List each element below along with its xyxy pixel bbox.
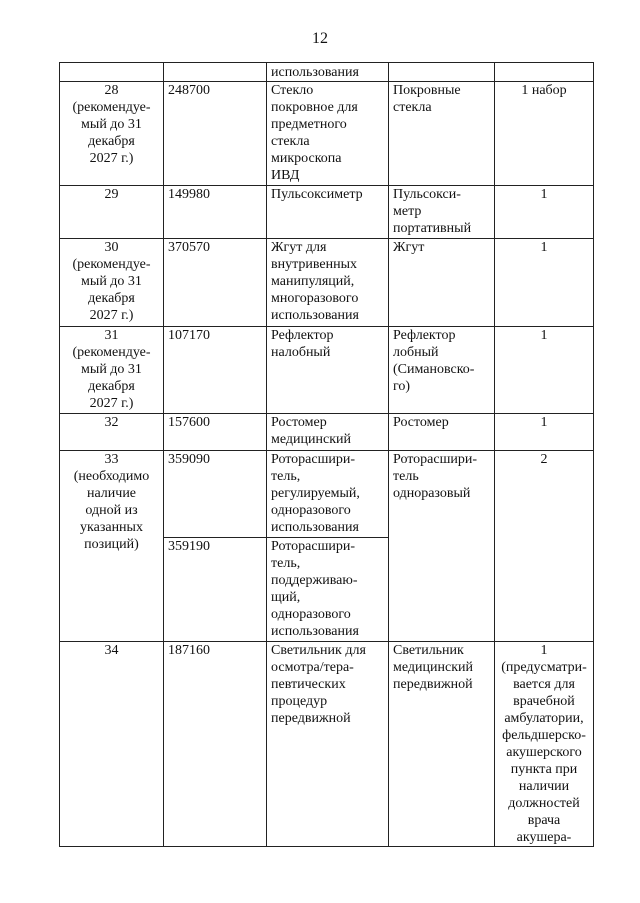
cell-type: Жгут bbox=[389, 239, 495, 327]
cell-qty: 1 bbox=[495, 414, 594, 451]
cell-num bbox=[60, 63, 164, 82]
cell-name: использования bbox=[267, 63, 389, 82]
cell-type: Пульсокси- метр портативный bbox=[389, 186, 495, 239]
page-number: 12 bbox=[312, 30, 328, 47]
cell-type bbox=[389, 63, 495, 82]
table-row bbox=[60, 451, 594, 538]
cell-qty bbox=[495, 63, 594, 82]
cell-qty: 1 bbox=[495, 327, 594, 414]
cell-name: Рефлектор налобный bbox=[267, 327, 389, 414]
cell-code: 149980 bbox=[164, 186, 267, 239]
table-row bbox=[60, 327, 594, 414]
cell-code: 187160 bbox=[164, 642, 267, 847]
cell-type: Роторасшири- тель одноразовый bbox=[389, 451, 495, 642]
cell-num: 31 (рекомендуе- мый до 31 декабря 2027 г.) bbox=[60, 327, 164, 414]
cell-code: 370570 bbox=[164, 239, 267, 327]
table-row bbox=[60, 186, 594, 239]
cell-qty: 2 bbox=[495, 451, 594, 642]
cell-name: Жгут для внутривенных манипуляций, многоразового использования bbox=[267, 239, 389, 327]
cell-name: Ростомер медицинский bbox=[267, 414, 389, 451]
cell-num: 28 (рекомендуе- мый до 31 декабря 2027 г.) bbox=[60, 82, 164, 186]
cell-qty: 1 bbox=[495, 239, 594, 327]
cell-name: Роторасшири- тель, поддерживаю- щий, одноразового использования bbox=[267, 538, 389, 642]
cell-num: 30 (рекомендуе- мый до 31 декабря 2027 г.) bbox=[60, 239, 164, 327]
table-row bbox=[60, 414, 594, 451]
cell-code: 107170 bbox=[164, 327, 267, 414]
cell-name: Пульсоксиметр bbox=[267, 186, 389, 239]
equipment-table bbox=[59, 62, 594, 847]
cell-type: Покровные стекла bbox=[389, 82, 495, 186]
cell-num: 32 bbox=[60, 414, 164, 451]
cell-name: Светильник для осмотра/тера- певтических процедур передвижной bbox=[267, 642, 389, 847]
cell-code: 359190 bbox=[164, 538, 267, 642]
table-row bbox=[60, 63, 594, 82]
cell-type: Ростомер bbox=[389, 414, 495, 451]
cell-qty: 1 (предусматри- вается для врачебной амбулатории, фельдшерско- акушерского пункта при наличии должностей врача акушера- bbox=[495, 642, 594, 847]
cell-qty: 1 набор bbox=[495, 82, 594, 186]
table-row bbox=[60, 82, 594, 186]
cell-type: Рефлектор лобный (Симановско- го) bbox=[389, 327, 495, 414]
cell-num: 34 bbox=[60, 642, 164, 847]
cell-qty: 1 bbox=[495, 186, 594, 239]
cell-name: Роторасшири- тель, регулируемый, одноразового использования bbox=[267, 451, 389, 538]
cell-name: Стекло покровное для предметного стекла микроскопа ИВД bbox=[267, 82, 389, 186]
cell-type: Светильник медицинский передвижной bbox=[389, 642, 495, 847]
table-row bbox=[60, 239, 594, 327]
cell-code: 157600 bbox=[164, 414, 267, 451]
cell-code: 359090 bbox=[164, 451, 267, 538]
table-row bbox=[60, 642, 594, 847]
cell-num: 29 bbox=[60, 186, 164, 239]
cell-num: 33 (необходимо наличие одной из указанных позиций) bbox=[60, 451, 164, 642]
cell-code bbox=[164, 63, 267, 82]
cell-code: 248700 bbox=[164, 82, 267, 186]
